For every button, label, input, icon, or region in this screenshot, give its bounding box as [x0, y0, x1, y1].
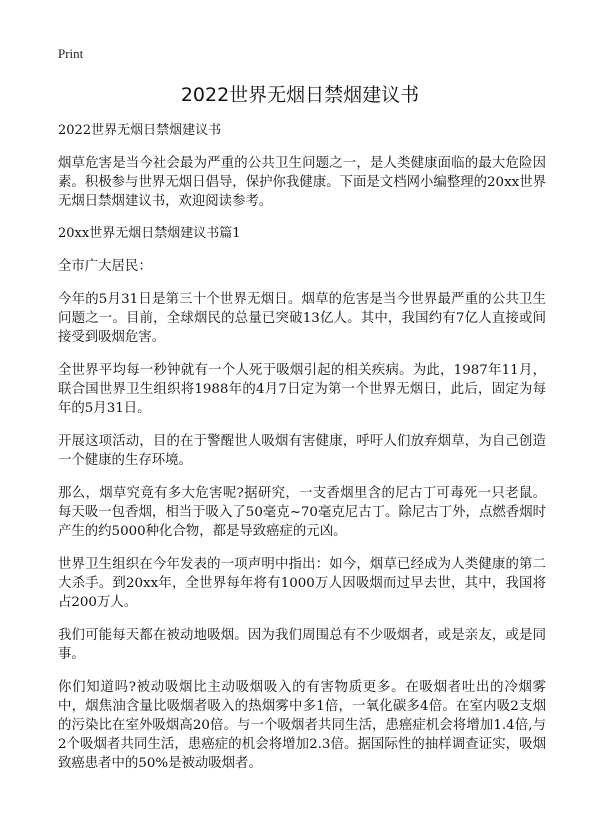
- body-paragraph: 你们知道吗?被动吸烟比主动吸烟吸入的有害物质更多。在吸烟者吐出的冷烟雾中，烟焦油含量比吸烟者吸入的热烟雾中多1倍，一氧化碳多4倍。在室内吸2支烟的污染比在室外吸烟高20倍。与一个吸烟者共同生活，患癌症机会将增加1.4倍,与2个吸烟者共同生活，患癌症的机会将增加2.3倍。据国际性的抽样调查证实，吸烟致癌患者中的50%是被动吸烟者。: [58, 680, 546, 771]
- document-subtitle: 2022世界无烟日禁烟建议书: [58, 123, 222, 138]
- body-paragraph: 全世界平均每一秒钟就有一个人死于吸烟引起的相关疾病。为此，1987年11月，联合国世界卫生组织将1988年的4月7日定为第一个世界无烟日，此后，固定为每年的5月31日。: [58, 363, 546, 416]
- body-paragraph: 世界卫生组织在今年发表的一项声明中指出：如今，烟草已经成为人类健康的第二大杀手。到20xx年，全世界每年将有1000万人因吸烟而过早去世，其中，我国将占200万人。: [58, 557, 546, 610]
- body-paragraph: 我们可能每天都在被动地吸烟。因为我们周围总有不少吸烟者，或是亲友，或是同事。: [58, 628, 546, 662]
- body-paragraph: 那么，烟草究竟有多大危害呢?据研究，一支香烟里含的尼古丁可毒死一只老鼠。每天吸一包香烟，相当于吸入了50毫克~70毫克尼古丁。除尼古丁外，点燃香烟时产生的约5000种化合物，都是导致癌症的元凶。: [58, 486, 546, 539]
- intro-paragraph: 烟草危害是当今社会最为严重的公共卫生问题之一，是人类健康面临的最大危险因素。积极参与世界无烟日倡导，保护你我健康。下面是文档网小编整理的20xx世界无烟日禁烟建议书，欢迎阅读参考。: [58, 156, 546, 209]
- section-heading: 20xx世界无烟日禁烟建议书篇1: [58, 226, 241, 241]
- body-paragraph: 今年的5月31日是第三十个世界无烟日。烟草的危害是当今世界最严重的公共卫生问题之一。目前，全球烟民的总量已突破13亿人。其中，我国约有7亿人直接或间接受到吸烟危害。: [58, 292, 546, 345]
- print-link[interactable]: Print: [58, 46, 84, 61]
- document-body: [58, 122, 546, 787]
- salutation: 全市广大居民：: [58, 259, 152, 274]
- document-title: 2022世界无烟日禁烟建议书: [180, 84, 420, 106]
- body-paragraph: 开展这项活动，目的在于警醒世人吸烟有害健康，呼吁人们放弃烟草，为自己创造一个健康的生存环境。: [58, 434, 546, 468]
